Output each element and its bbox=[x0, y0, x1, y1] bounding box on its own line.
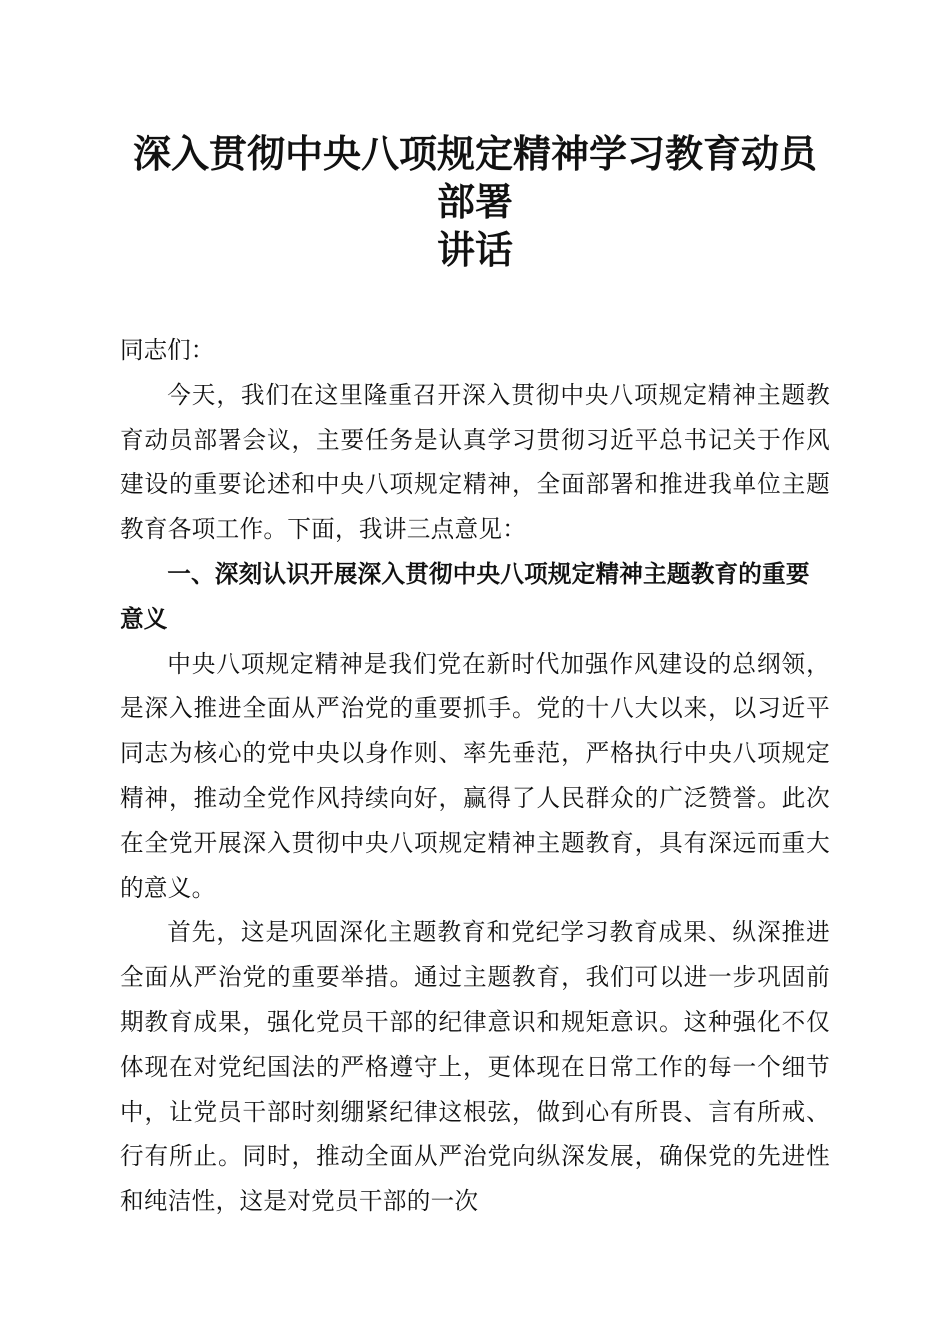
document-title bbox=[120, 130, 830, 274]
title-line-2: 讲话 bbox=[436, 227, 513, 272]
document-body bbox=[120, 328, 830, 1224]
section1-paragraph-1: 中央八项规定精神是我们党在新时代加强作风建设的总纲领，是深入推进全面从严治党的重要抓手。党的十八大以来，以习近平同志为核心的党中央以身作则、率先垂范，严格执行中央八项规定精神，推动全党作风持续向好，赢得了人民群众的广泛赞誉。此次在全党开展深入贯彻中央八项规定精神主题教育，具有深远而重大的意义。 bbox=[120, 649, 830, 902]
title-line-1: 深入贯彻中央八项规定精神学习教育动员部署 bbox=[132, 131, 817, 224]
intro-paragraph: 今天，我们在这里隆重召开深入贯彻中央八项规定精神主题教育动员部署会议，主要任务是认真学习贯彻习近平总书记关于作风建设的重要论述和中央八项规定精神，全面部署和推进我单位主题教育各项工作。下面，我讲三点意见： bbox=[120, 380, 830, 544]
section-heading-1: 一、深刻认识开展深入贯彻中央八项规定精神主题教育的重要意义 bbox=[120, 559, 810, 633]
section1-paragraph-2: 首先，这是巩固深化主题教育和党纪学习教育成果、纵深推进全面从严治党的重要举措。通过主题教育，我们可以进一步巩固前期教育成果，强化党员干部的纪律意识和规矩意识。这种强化不仅体现在对党纪国法的严格遵守上，更体现在日常工作的每一个细节中，让党员干部时刻绷紧纪律这根弦，做到心有所畏、言有所戒、行有所止。同时，推动全面从严治党向纵深发展，确保党的先进性和纯洁性，这是对党员干部的一次 bbox=[120, 918, 830, 1216]
salutation: 同志们： bbox=[120, 336, 215, 364]
document-page bbox=[120, 0, 830, 1224]
